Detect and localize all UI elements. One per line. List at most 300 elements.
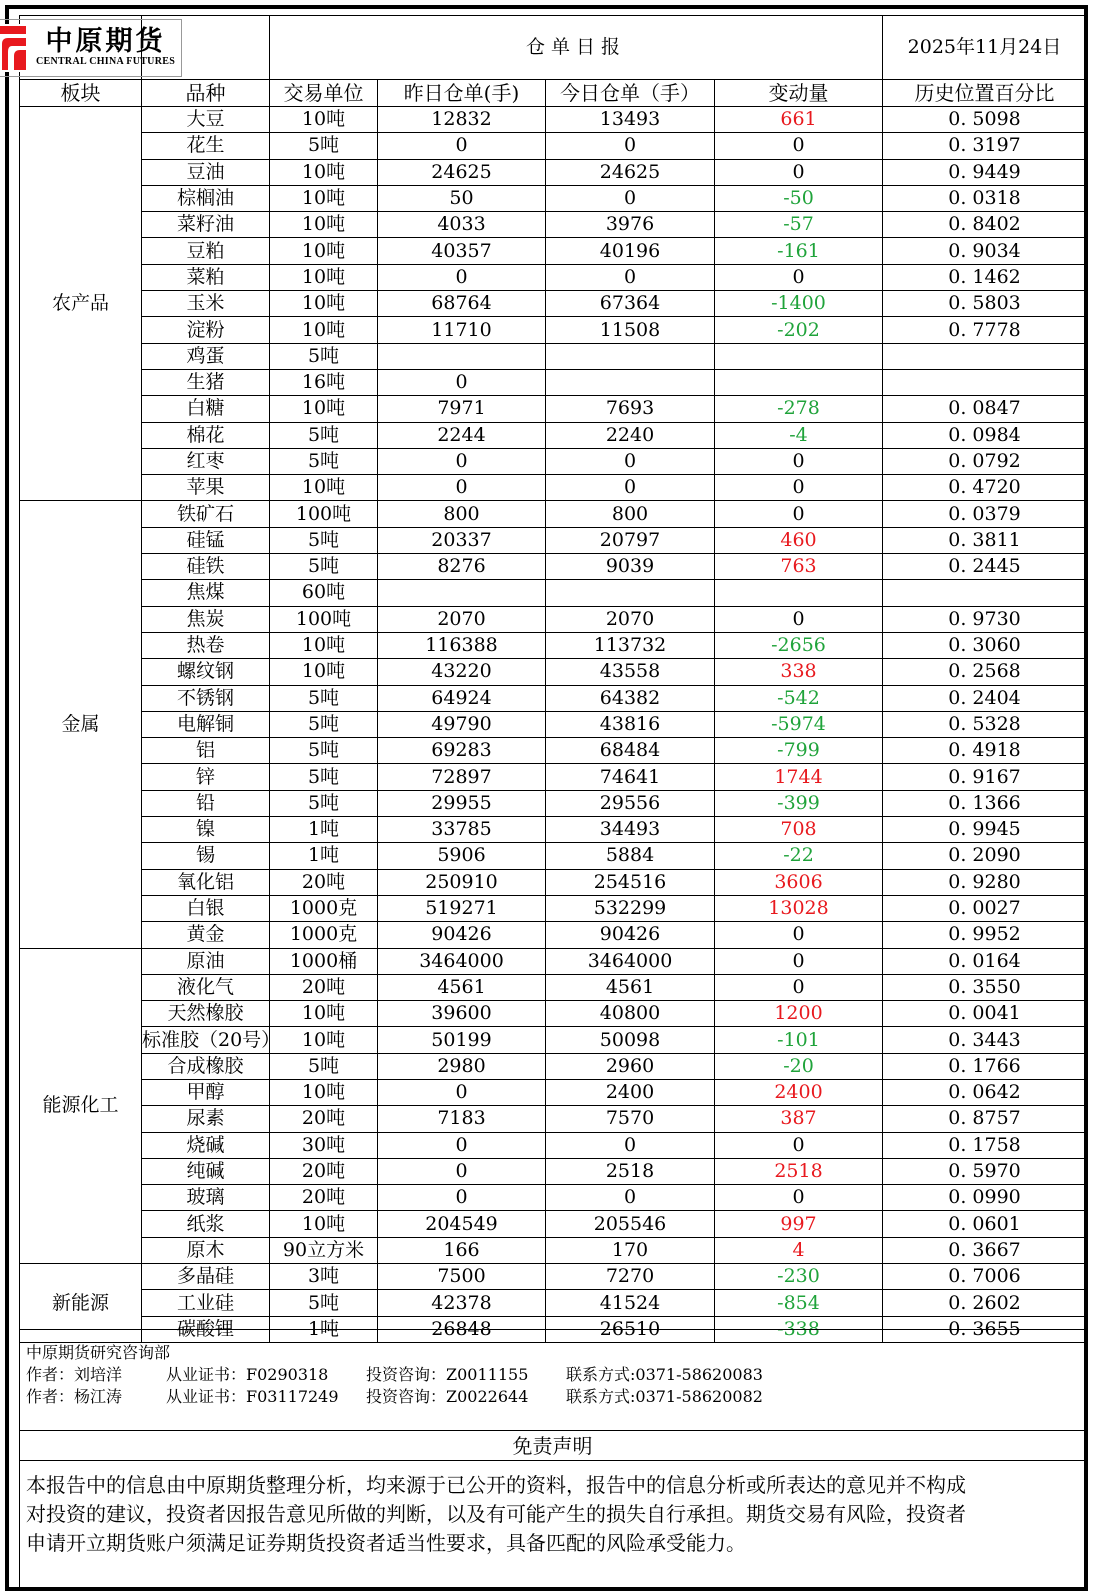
history-percentile: 0. 0847: [883, 396, 1087, 422]
table-row: [20, 1211, 1087, 1237]
product-name: 镍: [142, 817, 270, 843]
yesterday-receipts: 50199: [378, 1027, 546, 1053]
today-receipts: 0: [546, 1185, 715, 1211]
product-name: 碳酸锂: [142, 1316, 270, 1342]
today-receipts: 64382: [546, 685, 715, 711]
yesterday-receipts: 42378: [378, 1290, 546, 1316]
sector-label: 农产品: [20, 107, 142, 501]
history-percentile: 0. 0318: [883, 185, 1087, 211]
yesterday-receipts: 11710: [378, 317, 546, 343]
product-name: 淀粉: [142, 317, 270, 343]
change-amount: 4: [715, 1237, 883, 1263]
today-receipts: 50098: [546, 1027, 715, 1053]
table-row: [20, 317, 1087, 343]
history-percentile: 0. 2445: [883, 554, 1087, 580]
yesterday-receipts: 40357: [378, 238, 546, 264]
table-row: [20, 501, 1087, 527]
table-row: [20, 1132, 1087, 1158]
trading-unit: 5吨: [270, 1053, 378, 1079]
logo-chinese-text: 中原期货: [45, 26, 166, 57]
disclaimer-line: 申请开立期货账户须满足证券期货投资者适当性要求，具备匹配的风险承受能力。: [26, 1531, 746, 1555]
trading-unit: 5吨: [270, 738, 378, 764]
change-amount: 460: [715, 527, 883, 553]
history-percentile: 0. 0984: [883, 422, 1087, 448]
history-percentile: 0. 3811: [883, 527, 1087, 553]
author-name: 作者：杨江涛: [26, 1387, 123, 1406]
change-amount: -854: [715, 1290, 883, 1316]
today-receipts: [546, 369, 715, 395]
yesterday-receipts: 7500: [378, 1264, 546, 1290]
col-header-sector: 板块: [20, 80, 142, 107]
trading-unit: 5吨: [270, 790, 378, 816]
today-receipts: 20797: [546, 527, 715, 553]
change-amount: 708: [715, 817, 883, 843]
logo-mark-icon: [0, 24, 30, 72]
trading-unit: 1吨: [270, 843, 378, 869]
trading-unit: 1吨: [270, 817, 378, 843]
yesterday-receipts: 3464000: [378, 948, 546, 974]
table-body: [20, 107, 1087, 1343]
trading-unit: 10吨: [270, 632, 378, 658]
trading-unit: 5吨: [270, 685, 378, 711]
change-amount: 2400: [715, 1079, 883, 1105]
product-name: 鸡蛋: [142, 343, 270, 369]
product-name: 玻璃: [142, 1185, 270, 1211]
product-name: 热卷: [142, 632, 270, 658]
change-amount: 0: [715, 159, 883, 185]
today-receipts: 13493: [546, 107, 715, 133]
table-row: [20, 448, 1087, 474]
table-row: [20, 1290, 1087, 1316]
table-row: [20, 238, 1087, 264]
trading-unit: 10吨: [270, 396, 378, 422]
trading-unit: 5吨: [270, 422, 378, 448]
history-percentile: 0. 0792: [883, 448, 1087, 474]
today-receipts: 40800: [546, 1001, 715, 1027]
history-percentile: 0. 9952: [883, 922, 1087, 948]
history-percentile: 0. 9449: [883, 159, 1087, 185]
product-name: 锡: [142, 843, 270, 869]
research-dept: 中原期货研究咨询部: [26, 1343, 171, 1362]
change-amount: 13028: [715, 895, 883, 921]
product-name: 铝: [142, 738, 270, 764]
product-name: 烧碱: [142, 1132, 270, 1158]
today-receipts: 3464000: [546, 948, 715, 974]
today-receipts: 5884: [546, 843, 715, 869]
col-header-yesterday: 昨日仓单(手): [378, 80, 546, 107]
yesterday-receipts: 64924: [378, 685, 546, 711]
yesterday-receipts: 90426: [378, 922, 546, 948]
yesterday-receipts: 68764: [378, 291, 546, 317]
today-receipts: 532299: [546, 895, 715, 921]
trading-unit: 20吨: [270, 1185, 378, 1211]
trading-unit: 5吨: [270, 554, 378, 580]
change-amount: -57: [715, 212, 883, 238]
trading-unit: 10吨: [270, 238, 378, 264]
company-logo: [20, 17, 176, 79]
change-amount: [715, 369, 883, 395]
today-receipts: 43816: [546, 711, 715, 737]
history-percentile: 0. 0164: [883, 948, 1087, 974]
disclaimer-body: [19, 1461, 1086, 1588]
history-percentile: 0. 7778: [883, 317, 1087, 343]
trading-unit: 10吨: [270, 659, 378, 685]
change-amount: 2518: [715, 1158, 883, 1184]
trading-unit: 1吨: [270, 1316, 378, 1342]
trading-unit: 10吨: [270, 1001, 378, 1027]
warehouse-receipt-table: [19, 15, 1087, 1343]
change-amount: 1744: [715, 764, 883, 790]
history-percentile: 0. 0642: [883, 1079, 1087, 1105]
yesterday-receipts: 800: [378, 501, 546, 527]
table-row: [20, 764, 1087, 790]
trading-unit: 5吨: [270, 711, 378, 737]
product-name: 电解铜: [142, 711, 270, 737]
product-name: 菜粕: [142, 264, 270, 290]
trading-unit: 10吨: [270, 212, 378, 238]
change-amount: 387: [715, 1106, 883, 1132]
author-info: [19, 1329, 1086, 1431]
product-name: 豆油: [142, 159, 270, 185]
trading-unit: 5吨: [270, 1290, 378, 1316]
product-name: 铁矿石: [142, 501, 270, 527]
yesterday-receipts: 116388: [378, 632, 546, 658]
history-percentile: 0. 9034: [883, 238, 1087, 264]
trading-unit: 1000克: [270, 895, 378, 921]
trading-unit: 1000克: [270, 922, 378, 948]
yesterday-receipts: 0: [378, 448, 546, 474]
table-row: [20, 107, 1087, 133]
trading-unit: 1000桶: [270, 948, 378, 974]
table-row: [20, 1158, 1087, 1184]
yesterday-receipts: 49790: [378, 711, 546, 737]
history-percentile: [883, 369, 1087, 395]
today-receipts: 34493: [546, 817, 715, 843]
yesterday-receipts: 50: [378, 185, 546, 211]
yesterday-receipts: 0: [378, 264, 546, 290]
yesterday-receipts: 2244: [378, 422, 546, 448]
trading-unit: 20吨: [270, 1158, 378, 1184]
yesterday-receipts: [378, 343, 546, 369]
change-amount: 661: [715, 107, 883, 133]
yesterday-receipts: 43220: [378, 659, 546, 685]
today-receipts: 67364: [546, 291, 715, 317]
trading-unit: 10吨: [270, 185, 378, 211]
yesterday-receipts: 0: [378, 1132, 546, 1158]
trading-unit: 20吨: [270, 974, 378, 1000]
change-amount: 0: [715, 974, 883, 1000]
yesterday-receipts: 12832: [378, 107, 546, 133]
table-row: [20, 659, 1087, 685]
logo-cell: [20, 16, 176, 80]
table-row: [20, 1106, 1087, 1132]
product-name: 纸浆: [142, 1211, 270, 1237]
trading-unit: 5吨: [270, 764, 378, 790]
yesterday-receipts: 4033: [378, 212, 546, 238]
table-row: [20, 133, 1087, 159]
today-receipts: 68484: [546, 738, 715, 764]
product-name: 尿素: [142, 1106, 270, 1132]
history-percentile: 0. 0027: [883, 895, 1087, 921]
product-name: 氧化铝: [142, 869, 270, 895]
yesterday-receipts: 5906: [378, 843, 546, 869]
trading-unit: 10吨: [270, 317, 378, 343]
table-row: [20, 1185, 1087, 1211]
today-receipts: 7570: [546, 1106, 715, 1132]
table-row: [20, 396, 1087, 422]
today-receipts: 2518: [546, 1158, 715, 1184]
logo-english-text: CENTRAL CHINA FUTURES: [35, 56, 176, 67]
yesterday-receipts: 0: [378, 1185, 546, 1211]
today-receipts: 90426: [546, 922, 715, 948]
history-percentile: 0. 1462: [883, 264, 1087, 290]
change-amount: 0: [715, 475, 883, 501]
yesterday-receipts: [378, 580, 546, 606]
product-name: 黄金: [142, 922, 270, 948]
disclaimer-line: 对投资的建议，投资者因报告意见所做的判断，以及有可能产生的损失自行承担。期货交易有风险，投资者: [26, 1502, 966, 1526]
history-percentile: 0. 0601: [883, 1211, 1087, 1237]
change-amount: 0: [715, 501, 883, 527]
change-amount: -338: [715, 1316, 883, 1342]
history-percentile: 0. 5328: [883, 711, 1087, 737]
trading-unit: 10吨: [270, 291, 378, 317]
today-receipts: 0: [546, 133, 715, 159]
table-row: [20, 554, 1087, 580]
today-receipts: 2240: [546, 422, 715, 448]
today-receipts: [546, 343, 715, 369]
history-percentile: 0. 8757: [883, 1106, 1087, 1132]
history-percentile: 0. 0990: [883, 1185, 1087, 1211]
product-name: 白糖: [142, 396, 270, 422]
change-amount: -50: [715, 185, 883, 211]
history-percentile: 0. 3060: [883, 632, 1087, 658]
table-row: [20, 790, 1087, 816]
product-name: 玉米: [142, 291, 270, 317]
yesterday-receipts: 0: [378, 1158, 546, 1184]
author-row: [26, 1364, 1079, 1386]
today-receipts: 170: [546, 1237, 715, 1263]
yesterday-receipts: 72897: [378, 764, 546, 790]
trading-unit: 10吨: [270, 1027, 378, 1053]
today-receipts: 0: [546, 1132, 715, 1158]
table-row: [20, 159, 1087, 185]
table-row: [20, 185, 1087, 211]
trading-unit: 20吨: [270, 869, 378, 895]
history-percentile: 0. 3197: [883, 133, 1087, 159]
history-percentile: 0. 1758: [883, 1132, 1087, 1158]
table-row: [20, 1053, 1087, 1079]
change-amount: 338: [715, 659, 883, 685]
product-name: 菜籽油: [142, 212, 270, 238]
history-percentile: 0. 2602: [883, 1290, 1087, 1316]
table-row: [20, 1001, 1087, 1027]
product-name: 工业硅: [142, 1290, 270, 1316]
yesterday-receipts: 0: [378, 133, 546, 159]
change-amount: -202: [715, 317, 883, 343]
trading-unit: 10吨: [270, 475, 378, 501]
history-percentile: 0. 3655: [883, 1316, 1087, 1342]
product-name: 焦炭: [142, 606, 270, 632]
product-name: 棉花: [142, 422, 270, 448]
product-name: 合成橡胶: [142, 1053, 270, 1079]
change-amount: 0: [715, 448, 883, 474]
history-percentile: 0. 5098: [883, 107, 1087, 133]
trading-unit: 90立方米: [270, 1237, 378, 1263]
yesterday-receipts: 69283: [378, 738, 546, 764]
report-title: 仓单日报: [270, 16, 883, 80]
yesterday-receipts: 166: [378, 1237, 546, 1263]
trading-unit: 100吨: [270, 501, 378, 527]
yesterday-receipts: 2070: [378, 606, 546, 632]
header-row: [20, 16, 1087, 80]
change-amount: 0: [715, 1185, 883, 1211]
table-row: [20, 948, 1087, 974]
history-percentile: 0. 4720: [883, 475, 1087, 501]
table-row: [20, 869, 1087, 895]
yesterday-receipts: 20337: [378, 527, 546, 553]
product-name: 铅: [142, 790, 270, 816]
change-amount: -4: [715, 422, 883, 448]
product-name: 硅铁: [142, 554, 270, 580]
history-percentile: 0. 9730: [883, 606, 1087, 632]
table-row: [20, 264, 1087, 290]
product-name: 多晶硅: [142, 1264, 270, 1290]
yesterday-receipts: 4561: [378, 974, 546, 1000]
yesterday-receipts: 7183: [378, 1106, 546, 1132]
sector-label: 新能源: [20, 1264, 142, 1343]
change-amount: -5974: [715, 711, 883, 737]
history-percentile: 0. 2404: [883, 685, 1087, 711]
table-row: [20, 922, 1087, 948]
trading-unit: 10吨: [270, 1079, 378, 1105]
history-percentile: 0. 3667: [883, 1237, 1087, 1263]
product-name: 锌: [142, 764, 270, 790]
yesterday-receipts: 39600: [378, 1001, 546, 1027]
yesterday-receipts: 26848: [378, 1316, 546, 1342]
today-receipts: 0: [546, 264, 715, 290]
history-percentile: 0. 2568: [883, 659, 1087, 685]
change-amount: [715, 343, 883, 369]
history-percentile: 0. 1766: [883, 1053, 1087, 1079]
product-name: 白银: [142, 895, 270, 921]
disclaimer-line: 本报告中的信息由中原期货整理分析，均来源于已公开的资料，报告中的信息分析或所表达的意见并不构成: [26, 1473, 966, 1497]
table-row: [20, 343, 1087, 369]
table-row: [20, 843, 1087, 869]
trading-unit: 10吨: [270, 107, 378, 133]
today-receipts: 29556: [546, 790, 715, 816]
today-receipts: 26510: [546, 1316, 715, 1342]
today-receipts: 7270: [546, 1264, 715, 1290]
table-row: [20, 1264, 1087, 1290]
table-row: [20, 711, 1087, 737]
change-amount: -278: [715, 396, 883, 422]
today-receipts: 11508: [546, 317, 715, 343]
trading-unit: 10吨: [270, 1211, 378, 1237]
trading-unit: 5吨: [270, 448, 378, 474]
history-percentile: 0. 9167: [883, 764, 1087, 790]
change-amount: -161: [715, 238, 883, 264]
report-page: [5, 5, 1088, 1591]
today-receipts: 0: [546, 475, 715, 501]
history-percentile: 0. 9280: [883, 869, 1087, 895]
table-row: [20, 475, 1087, 501]
report-date: 2025年11月24日: [883, 16, 1087, 80]
today-receipts: [546, 580, 715, 606]
author-row: [26, 1386, 1079, 1408]
sector-label: 金属: [20, 501, 142, 948]
product-name: 液化气: [142, 974, 270, 1000]
author-consult: 投资咨询：Z0022644: [366, 1387, 529, 1406]
trading-unit: 10吨: [270, 264, 378, 290]
today-receipts: 800: [546, 501, 715, 527]
table-row: [20, 738, 1087, 764]
table-row: [20, 422, 1087, 448]
table-row: [20, 1237, 1087, 1263]
change-amount: [715, 580, 883, 606]
history-percentile: 0. 5970: [883, 1158, 1087, 1184]
today-receipts: 0: [546, 185, 715, 211]
table-row: [20, 632, 1087, 658]
today-receipts: 7693: [546, 396, 715, 422]
trading-unit: 20吨: [270, 1106, 378, 1132]
table-row: [20, 291, 1087, 317]
yesterday-receipts: 7971: [378, 396, 546, 422]
product-name: 纯碱: [142, 1158, 270, 1184]
history-percentile: 0. 3550: [883, 974, 1087, 1000]
col-header-percentile: 历史位置百分比: [883, 80, 1087, 107]
table-row: [20, 527, 1087, 553]
table-row: [20, 974, 1087, 1000]
history-percentile: [883, 343, 1087, 369]
product-name: 焦煤: [142, 580, 270, 606]
history-percentile: 0. 9945: [883, 817, 1087, 843]
table-row: [20, 685, 1087, 711]
history-percentile: 0. 5803: [883, 291, 1087, 317]
today-receipts: 4561: [546, 974, 715, 1000]
yesterday-receipts: 0: [378, 475, 546, 501]
change-amount: -399: [715, 790, 883, 816]
table-row: [20, 606, 1087, 632]
history-percentile: 0. 0379: [883, 501, 1087, 527]
history-percentile: 0. 2090: [883, 843, 1087, 869]
author-name: 作者：刘培洋: [26, 1365, 123, 1384]
change-amount: -22: [715, 843, 883, 869]
change-amount: -230: [715, 1264, 883, 1290]
change-amount: -542: [715, 685, 883, 711]
trading-unit: 60吨: [270, 580, 378, 606]
product-name: 天然橡胶: [142, 1001, 270, 1027]
trading-unit: 100吨: [270, 606, 378, 632]
product-name: 原木: [142, 1237, 270, 1263]
yesterday-receipts: 0: [378, 369, 546, 395]
today-receipts: 43558: [546, 659, 715, 685]
table-row: [20, 817, 1087, 843]
change-amount: 0: [715, 1132, 883, 1158]
product-name: 苹果: [142, 475, 270, 501]
product-name: 棕榈油: [142, 185, 270, 211]
change-amount: -101: [715, 1027, 883, 1053]
yesterday-receipts: 0: [378, 1079, 546, 1105]
product-name: 豆粕: [142, 238, 270, 264]
product-name: 不锈钢: [142, 685, 270, 711]
yesterday-receipts: 24625: [378, 159, 546, 185]
table-row: [20, 1079, 1087, 1105]
yesterday-receipts: 33785: [378, 817, 546, 843]
change-amount: 0: [715, 922, 883, 948]
yesterday-receipts: 2980: [378, 1053, 546, 1079]
today-receipts: 3976: [546, 212, 715, 238]
history-percentile: 0. 0041: [883, 1001, 1087, 1027]
